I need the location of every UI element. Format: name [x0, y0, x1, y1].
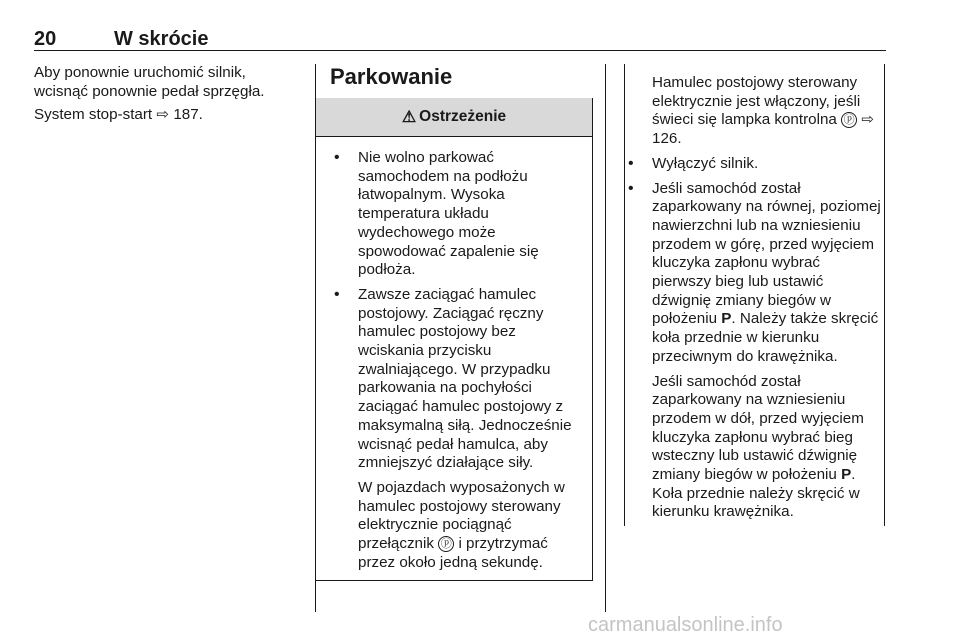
stop-start-reference: System stop-start ⇨ 187. [34, 106, 203, 124]
watermark: carmanualsonline.info [588, 614, 783, 636]
list-item: • Wyłączyć silnik. [624, 155, 882, 174]
uphill-parking-text: Jeśli samochód został zaparkowany na równej, poziomej nawierzchni lub na wzniesieniu przodem w górę, przed wyjęciem kluczyka zapłonu wybrać pierwszy bieg lub ustawić dźwignię zmiany biegów w położeniu [652, 179, 881, 328]
parking-steps-list [624, 155, 882, 367]
uphill-parking-text-end: . Należy także skręcić koła przednie w kierunku przeciwnym do krawężnika. [652, 310, 879, 365]
downhill-parking-text: Jeśli samochód został zaparkowany na wzniesieniu przodem w dół, przed wyjęciem kluczyka zapłonu wybrać bieg wsteczny lub ustawić dźwignię zmiany biegów w położeniu [652, 372, 864, 484]
gear-p-label: P [721, 310, 732, 328]
warning-heading: Ostrzeżenie [419, 108, 507, 125]
column-right [624, 74, 882, 528]
warning-icon: ⚠ [401, 109, 417, 126]
list-item [624, 180, 882, 367]
electric-brake-text-end: i przytrzymać przez około jedną sekundę. [358, 535, 548, 571]
restart-paragraph: Aby ponownie uruchomić silnik, wcisnąć ponownie pedał sprzęgła. [34, 64, 265, 100]
page-number: 20 [34, 28, 57, 50]
warning-box [315, 98, 593, 581]
parking-brake-icon: ⓟ [438, 536, 454, 552]
brake-page-reference: ⇨ 126. [652, 111, 875, 148]
electric-brake-text: W pojazdach wyposażonych w hamulec postojowy sterowany elektrycznie pociągnąć przełącznik [358, 478, 565, 553]
electric-brake-note [330, 479, 584, 573]
warning-body [316, 137, 592, 572]
downhill-parking-text-end: . Koła przednie należy skręcić w kierunku krawężnika. [652, 466, 860, 521]
brake-indicator-text: Hamulec postojowy sterowany elektrycznie jest włączony, jeśli świeci się lampka kontrolna [652, 74, 861, 129]
warning-header [316, 98, 592, 137]
list-item: • Zawsze zaciągać hamulec postojowy. Zaciągać ręczny hamulec postojowy bez wciskania przycisku zwalniającego. W przypadku parkowania na pochyłości zaciągać hamulec postojowy z maksymalną siłą. Jednocześnie wcisnąć pedał hamulca, aby zmniejszyć działające siły. [330, 286, 584, 473]
list-item: • Nie wolno parkować samochodem na podłożu łatwopalnym. Wysoka temperatura układu wydechowego może spowodować zapalenie się podłoża. [330, 149, 584, 280]
column-divider-mid [605, 64, 606, 612]
gear-p-label: P [841, 466, 852, 484]
page-title: W skrócie [114, 28, 209, 50]
column-divider-right-b [884, 64, 885, 526]
section-title: Parkowanie [330, 64, 453, 89]
parking-brake-icon: ⓟ [841, 112, 857, 128]
warning-list [330, 149, 584, 473]
brake-indicator-note [624, 74, 882, 149]
header-divider [34, 50, 886, 51]
downhill-parking-note [624, 373, 882, 523]
column-left [34, 64, 304, 130]
